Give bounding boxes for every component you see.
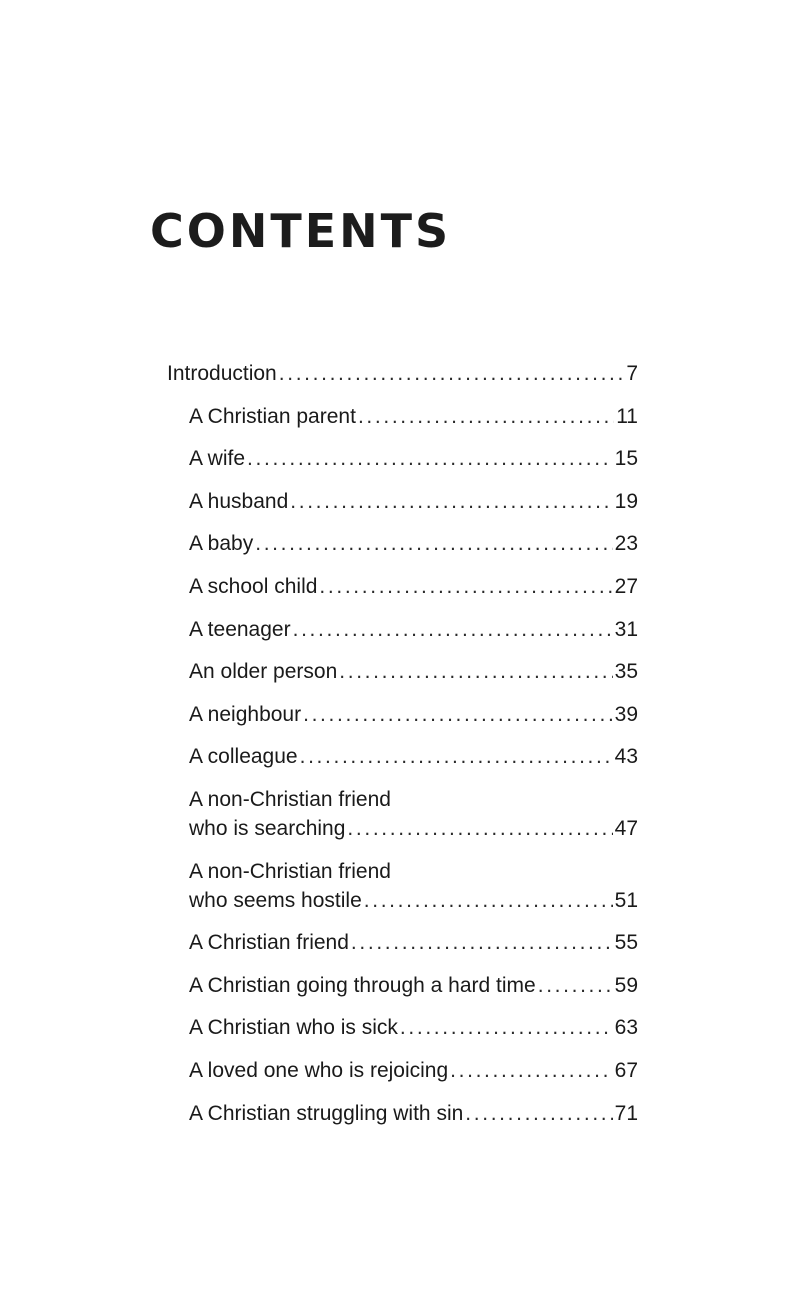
toc-entry-introduction[interactable] [167,359,638,388]
dot-leader [247,444,613,473]
dot-leader [538,971,613,1000]
dot-leader [290,487,612,516]
dot-leader [364,886,613,915]
toc-entry-christian-hard-time[interactable] [167,971,638,1000]
dot-leader [358,402,614,431]
toc-entry-neighbour[interactable] [167,700,638,729]
toc-entry-teenager[interactable] [167,615,638,644]
toc-entry-label: A school child [189,574,318,598]
dot-leader [347,814,612,843]
dot-leader [400,1013,613,1042]
toc-page-number: 27 [614,574,638,598]
toc-entry-label: A loved one who is rejoicing [189,1058,449,1082]
toc-page-number: 31 [614,617,638,641]
toc-entry-label: A baby [189,532,254,556]
dot-leader [293,615,613,644]
dot-leader [319,572,612,601]
dot-leader [339,657,612,686]
dot-leader [303,700,613,729]
toc-page-number: 7 [626,362,638,385]
toc-entry-non-christian-friend-hostile[interactable] [167,857,638,915]
toc-entry-older-person[interactable] [167,657,638,686]
toc-entry-colleague[interactable] [167,742,638,771]
dot-leader [465,1099,612,1128]
dot-leader [351,928,613,957]
toc-page-number: 15 [614,447,638,471]
toc-entry-label-line2: who seems hostile [189,888,362,912]
toc-page-number: 67 [614,1058,638,1082]
toc-entry-label: A husband [189,489,289,513]
toc-page-number: 63 [614,1016,638,1040]
toc-page-number: 43 [614,745,638,769]
toc-entry-baby[interactable] [167,529,638,558]
toc-entry-christian-sick[interactable] [167,1013,638,1042]
page-title: CONTENTS [150,204,452,258]
dot-leader [255,529,612,558]
toc-entry-school-child[interactable] [167,572,638,601]
toc-entry-christian-parent[interactable] [167,402,638,431]
toc-page-number: 51 [614,888,638,912]
toc-page-number: 39 [614,702,638,726]
toc-entry-wife[interactable] [167,444,638,473]
toc-entry-non-christian-friend-searching[interactable] [167,785,638,843]
table-of-contents [167,359,638,1141]
toc-entry-label: A Christian parent [189,404,356,428]
toc-entry-label-line1: A non-Christian friend [189,859,391,883]
toc-entry-husband[interactable] [167,487,638,516]
dot-leader [279,359,625,388]
toc-page-number: 59 [614,973,638,997]
toc-entry-label: A Christian going through a hard time [189,973,536,997]
toc-entry-label: A neighbour [189,702,302,726]
toc-page-number: 71 [614,1101,638,1125]
toc-entry-christian-friend[interactable] [167,928,638,957]
dot-leader [450,1056,612,1085]
toc-entry-loved-one-rejoicing[interactable] [167,1056,638,1085]
toc-entry-label: A wife [189,447,246,471]
toc-page-number: 19 [614,489,638,513]
toc-entry-label: A Christian struggling with sin [189,1101,464,1125]
toc-page-number: 23 [614,532,638,556]
toc-page-number: 11 [616,404,638,428]
dot-leader [300,742,613,771]
toc-page-number: 47 [614,816,638,840]
toc-page-number: 35 [614,660,638,684]
toc-entry-label: Introduction [167,362,277,385]
toc-entry-label: A teenager [189,617,291,641]
toc-entry-label-line1: A non-Christian friend [189,787,391,811]
toc-entry-christian-struggling-sin[interactable] [167,1099,638,1128]
toc-entry-label-line2: who is searching [189,816,346,840]
toc-entry-label: A colleague [189,745,298,769]
toc-entry-label: An older person [189,660,338,684]
toc-entry-label: A Christian who is sick [189,1016,398,1040]
toc-page-number: 55 [614,931,638,955]
toc-entry-label: A Christian friend [189,931,349,955]
